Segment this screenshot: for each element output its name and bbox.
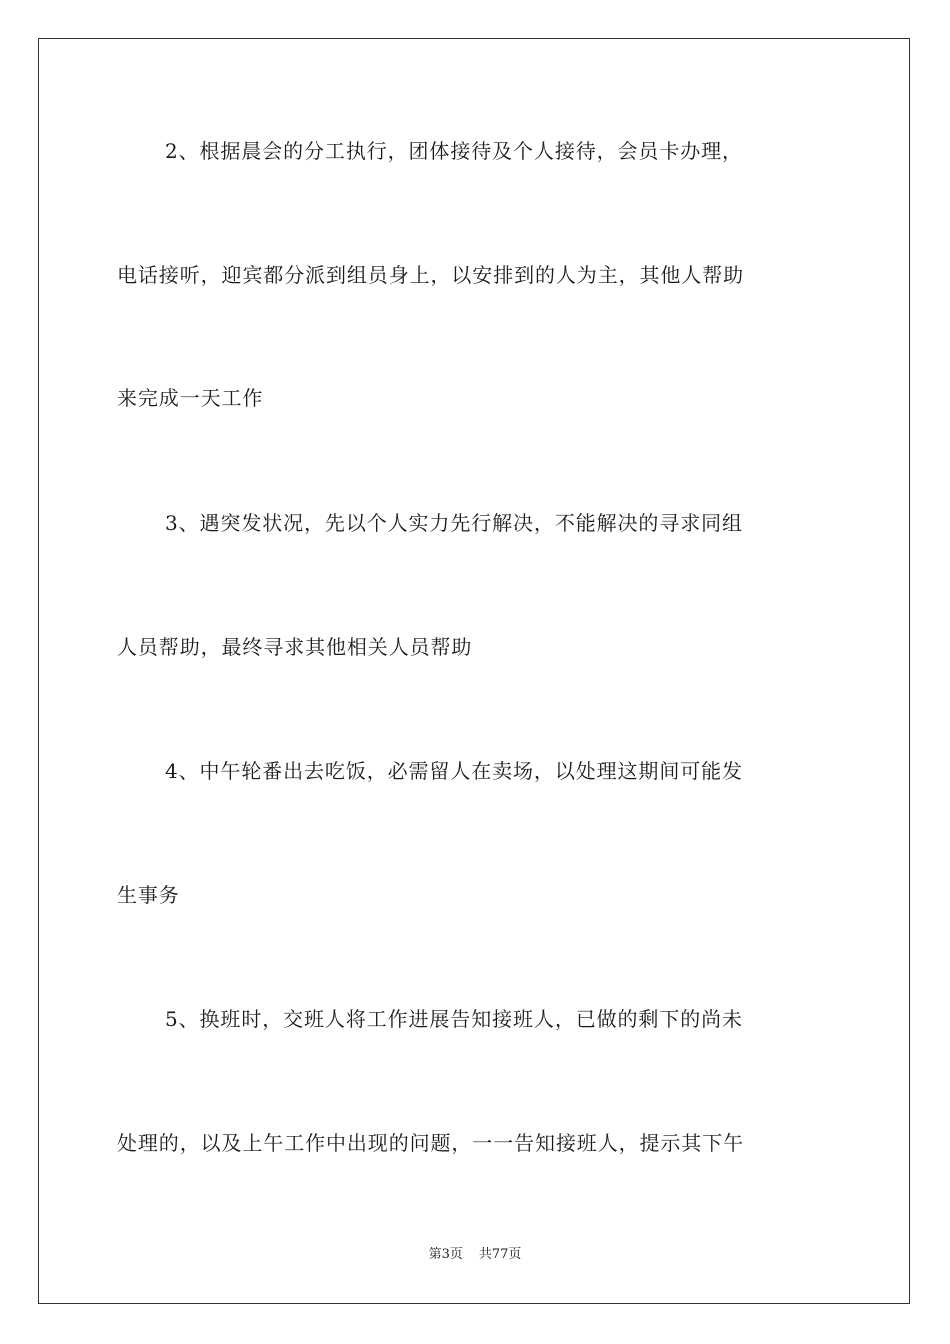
paragraph-4-line-1: 4、中午轮番出去吃饭，必需留人在卖场，以处理这期间可能发 — [165, 759, 743, 783]
current-page-number: 第3页 — [428, 1247, 463, 1262]
paragraph-3-line-1: 3、遇突发状况，先以个人实力先行解决，不能解决的寻求同组 — [165, 511, 743, 535]
paragraph-5-line-1: 5、换班时，交班人将工作进展告知接班人，已做的剩下的尚未 — [165, 1007, 743, 1031]
paragraph-2-line-2: 电话接听，迎宾都分派到组员身上，以安排到的人为主，其他人帮助 — [117, 263, 744, 287]
page-footer — [0, 1246, 950, 1264]
paragraph-3-line-2: 人员帮助，最终寻求其他相关人员帮助 — [117, 635, 473, 659]
total-pages: 共77页 — [478, 1247, 522, 1262]
paragraph-2-line-1: 2、根据晨会的分工执行，团体接待及个人接待，会员卡办理， — [165, 139, 743, 163]
paragraph-5-line-2: 处理的，以及上午工作中出现的问题，一一告知接班人，提示其下午 — [117, 1131, 744, 1155]
paragraph-4-line-2: 生事务 — [117, 883, 180, 907]
paragraph-2-line-3: 来完成一天工作 — [117, 386, 264, 410]
page-border — [38, 38, 910, 1304]
